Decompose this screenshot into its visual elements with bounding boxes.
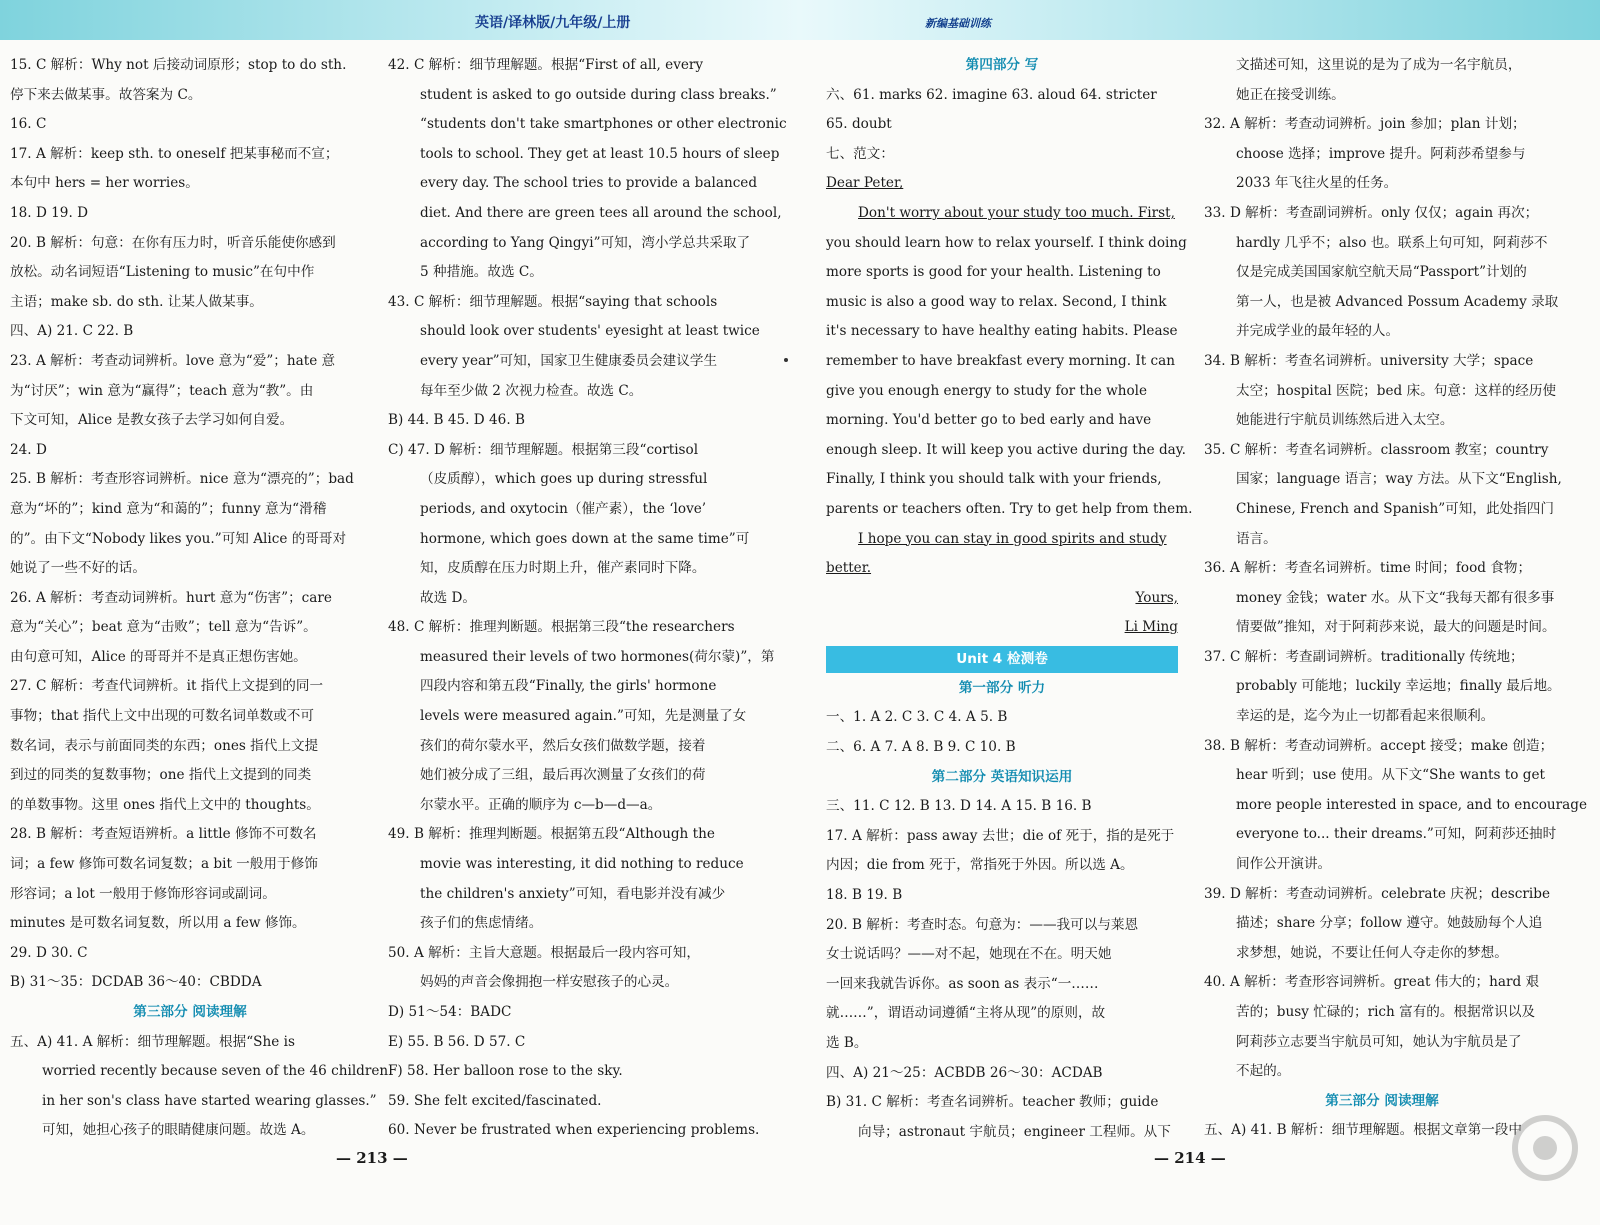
answer-line: 29. D 30. C — [10, 944, 88, 961]
answer-line: in her son's class have started wearing glasses.” — [42, 1092, 377, 1109]
answer-line: 间作公开演讲。 — [1236, 856, 1332, 873]
answer-line: everyone to... their dreams.”可知，阿莉莎还抽时 — [1236, 826, 1557, 843]
section-heading: 第四部分 写 — [965, 57, 1039, 73]
answer-line: 故选 D。 — [420, 589, 477, 606]
answer-line: diet. And there are green tees all around the school, — [420, 204, 782, 221]
answer-line: morning. You'd better go to bed early and have — [826, 412, 1152, 429]
answer-line: 阿莉莎立志要当宇航员可知，她认为宇航员是了 — [1236, 1033, 1522, 1050]
answer-line: 42. C 解析：细节理解题。根据“First of all, every — [388, 57, 704, 73]
answer-line: 为“讨厌”；win 意为“赢得”；teach 意为“教”。由 — [10, 382, 314, 399]
answer-line: 48. C 解析：推理判断题。根据第三段“the researchers — [388, 619, 735, 636]
answer-line: measured their levels of two hormones(荷尔蒙)”，第 — [420, 648, 775, 665]
answer-line: 孩子们的焦虑情绪。 — [420, 915, 543, 932]
answer-line: （皮质醇），which goes up during stressful — [420, 471, 708, 488]
answer-line: more people interested in space, and to encourage — [1236, 796, 1588, 813]
answer-line: remember to have breakfast every morning. It can — [826, 352, 1175, 369]
section-heading: 第三部分 阅读理解 — [1325, 1092, 1439, 1109]
answer-line: enough sleep. It will keep you active during the day. — [826, 441, 1186, 458]
answer-line: 20. B 解析：考查时态。句意为：——我可以与莱恩 — [826, 916, 1139, 933]
center-dot — [784, 358, 788, 362]
answer-line: give you enough energy to study for the whole — [826, 382, 1148, 399]
answer-line: 她能进行宇航员训练然后进入太空。 — [1236, 412, 1454, 429]
unit-banner: Unit 4 检测卷 — [826, 646, 1178, 673]
answer-line: Li Ming — [1124, 619, 1178, 636]
answer-line: 24. D — [10, 441, 47, 458]
answer-line: 25. B 解析：考查形容词辨析。nice 意为“漂亮的”；bad — [10, 471, 354, 488]
answer-line: 36. A 解析：考查名词辨析。time 时间；food 食物； — [1204, 560, 1532, 577]
answer-line: 5 种措施。故选 C。 — [420, 264, 543, 281]
answer-line: every year”可知，国家卫生健康委员会建议学生 — [420, 352, 718, 369]
answer-line: 她说了一些不好的话。 — [10, 560, 146, 577]
answer-line: 二、6. A 7. A 8. B 9. C 10. B — [826, 739, 1016, 756]
answer-line: B) 44. B 45. D 46. B — [388, 412, 525, 429]
answer-line: 38. B 解析：考查动词辨析。accept 接受；make 创造； — [1204, 737, 1554, 754]
answer-line: 35. C 解析：考查名词辨析。classroom 教室；country — [1204, 441, 1549, 458]
answer-line: 20. B 解析：句意：在你有压力时，听音乐能使你感到 — [10, 234, 336, 251]
answer-line: better. — [826, 560, 872, 577]
answer-line: Don't worry about your study too much. First, — [858, 204, 1175, 221]
answer-line: 知，皮质醇在压力时期上升，催产素同时下降。 — [420, 560, 706, 577]
answer-line: should look over students' eyesight at least twice — [420, 323, 760, 340]
answer-line: 34. B 解析：考查名词辨析。university 大学；space — [1204, 352, 1534, 369]
answer-line: hear 听到；use 使用。从下文“She wants to get — [1236, 767, 1545, 784]
answer-line: F) 58. Her balloon rose to the sky. — [388, 1063, 623, 1080]
answer-line: 国家；language 语言；way 方法。从下文“English, — [1236, 471, 1562, 488]
answer-line: 女士说话吗？——对不起，她现在不在。明天她 — [826, 946, 1112, 963]
answer-line: 五、A) 41. B 解析：细节理解题。根据文章第一段中 — [1204, 1122, 1522, 1139]
answer-line: 49. B 解析：推理判断题。根据第五段“Although the — [388, 826, 715, 843]
answer-line: parents or teachers often. Try to get help from them. — [826, 500, 1193, 517]
answer-line: 就……”，谓语动词遵循“主将从现”的原则，故 — [826, 1005, 1106, 1022]
answer-line: 并完成学业的最年轻的人。 — [1236, 323, 1400, 340]
answer-line: 尔蒙水平。正确的顺序为 c—b—d—a。 — [420, 796, 662, 813]
answer-line: 语言。 — [1236, 530, 1277, 547]
answer-line: 26. A 解析：考查动词辨析。hurt 意为“伤害”；care — [10, 589, 332, 606]
answer-line: 六、61. marks 62. imagine 63. aloud 64. stricter — [826, 86, 1157, 103]
answer-line: according to Yang Qingyi”可知，湾小学总共采取了 — [420, 234, 751, 251]
answer-line: 65. doubt — [826, 116, 892, 133]
answer-line: 三、11. C 12. B 13. D 14. A 15. B 16. B — [826, 798, 1092, 815]
answer-line: 一、1. A 2. C 3. C 4. A 5. B — [826, 709, 1008, 726]
answer-line: probably 可能地；luckily 幸运地；finally 最后地。 — [1236, 678, 1561, 695]
answer-line: worried recently because seven of the 46 children — [42, 1063, 389, 1080]
page-number-right: — 214 — — [1154, 1149, 1226, 1167]
answer-line: 她正在接受训练。 — [1236, 86, 1345, 103]
column-3 — [826, 51, 1193, 1147]
answer-line: 事物；that 指代上文中出现的可数名词单数或不可 — [10, 708, 314, 725]
answer-line: 23. A 解析：考查动词辨析。love 意为“爱”；hate 意 — [10, 352, 336, 369]
answer-line: 第一人，也是被 Advanced Possum Academy 录取 — [1236, 293, 1559, 310]
answer-line: periods, and oxytocin（催产素），the ‘love’ — [420, 500, 707, 517]
answer-line: 一回来我就告诉你。as soon as 表示“一…… — [826, 975, 1099, 992]
answer-line: 五、A) 41. A 解析：细节理解题。根据“She is — [10, 1033, 295, 1050]
answer-line: 不起的。 — [1236, 1063, 1291, 1080]
answer-line: 40. A 解析：考查形容词辨析。great 伟大的；hard 艰 — [1204, 974, 1540, 991]
answer-line: 33. D 解析：考查副词辨析。only 仅仅；again 再次； — [1204, 204, 1539, 221]
answer-line: 18. D 19. D — [10, 204, 88, 221]
answer-line: 39. D 解析：考查动词辨析。celebrate 庆祝；describe — [1204, 885, 1550, 902]
answer-line: 50. A 解析：主旨大意题。根据最后一段内容可知， — [388, 944, 700, 961]
answer-line: E) 55. B 56. D 57. C — [388, 1033, 526, 1050]
answer-line: 意为“坏的”；kind 意为“和蔼的”；funny 意为“滑稽 — [10, 500, 327, 517]
answer-line: 37. C 解析：考查副词辨析。traditionally 传统地； — [1204, 648, 1524, 665]
answer-line: movie was interesting, it did nothing to reduce — [420, 856, 744, 873]
answer-line: 本句中 hers = her worries。 — [10, 175, 199, 192]
header-bar — [0, 0, 1600, 40]
answer-line: 求梦想，她说，不要让任何人夺走你的梦想。 — [1236, 944, 1508, 961]
column-1 — [10, 51, 389, 1146]
answer-line: 的单数事物。这里 ones 指代上文中的 thoughts。 — [10, 796, 320, 813]
answer-line: 词；a few 修饰可数名词复数；a bit 一般用于修饰 — [10, 856, 318, 873]
answer-line: the children's anxiety”可知，看电影并没有减少 — [420, 885, 726, 902]
answer-line: 幸运的是，迄今为止一切都看起来很顺利。 — [1236, 708, 1495, 725]
page-number-left: — 213 — — [336, 1149, 408, 1167]
answer-line: 到过的同类的复数事物；one 指代上文提到的同类 — [10, 767, 312, 784]
answer-line: 59. She felt excited/fascinated. — [388, 1092, 602, 1109]
section-heading: 第一部分 听力 — [958, 679, 1046, 696]
watermark-logo — [1500, 1110, 1590, 1210]
section-heading: 第二部分 英语知识运用 — [931, 768, 1073, 785]
answer-line: 情要做”推知，对于阿莉莎来说，最大的问题是时间。 — [1236, 619, 1556, 636]
answer-line: I hope you can stay in good spirits and study — [858, 530, 1167, 547]
answer-line: 意为“关心”；beat 意为“击败”；tell 意为“告诉”。 — [10, 619, 317, 636]
answer-line: 2033 年飞往火星的任务。 — [1236, 175, 1398, 192]
answer-line: Yours, — [1135, 589, 1178, 606]
answer-line: it's necessary to have healthy eating habits. Please — [826, 323, 1178, 340]
answer-line: 四、A) 21. C 22. B — [10, 323, 134, 340]
answer-line: every day. The school tries to provide a balanced — [420, 175, 758, 192]
answer-line: 的”。由下文“Nobody likes you.”可知 Alice 的哥哥对 — [10, 530, 347, 547]
answer-line: 向导；astronaut 宇航员；engineer 工程师。从下 — [858, 1123, 1171, 1140]
header-brand: 新编基础训练 — [925, 17, 991, 30]
answer-line: hardly 几乎不；also 也。联系上句可知，阿莉莎不 — [1236, 234, 1548, 251]
answer-line: 七、范文： — [826, 145, 894, 162]
answer-line: 17. A 解析：pass away 去世；die of 死于，指的是死于 — [826, 827, 1175, 844]
answer-line: B) 31. C 解析：考查名词辨析。teacher 教师；guide — [826, 1094, 1159, 1111]
column-2 — [388, 51, 787, 1146]
answer-line: 内因；die from 死于，常指死于外因。所以选 A。 — [826, 857, 1134, 874]
answer-line: you should learn how to relax yourself. I think doing — [826, 234, 1187, 251]
answer-line: 仅是完成美国国家航空航天局“Passport”计划的 — [1236, 264, 1527, 281]
answer-line: 文描述可知，这里说的是为了成为一名宇航员， — [1236, 57, 1522, 73]
answer-line: 每年至少做 2 次视力检查。故选 C。 — [420, 382, 643, 399]
answer-line: 数名词，表示与前面同类的东西；ones 指代上文提 — [10, 737, 319, 754]
answer-line: 43. C 解析：细节理解题。根据“saying that schools — [388, 293, 718, 310]
answer-line: Dear Peter, — [826, 175, 904, 192]
answer-line: 放松。动名词短语“Listening to music”在句中作 — [10, 264, 315, 281]
answer-line: Finally, I think you should talk with your friends, — [826, 471, 1162, 488]
answer-line: 四段内容和第五段“Finally, the girls' hormone — [420, 678, 717, 695]
answer-line: 选 B。 — [826, 1035, 868, 1051]
answer-line: 17. A 解析：keep sth. to oneself 把某事秘而不宣； — [10, 145, 339, 162]
answer-line: Chinese, French and Spanish”可知，此处指四门 — [1236, 500, 1554, 517]
answer-line: tools to school. They get at least 10.5 hours of sleep — [420, 145, 780, 162]
answer-line: 16. C — [10, 116, 47, 133]
answer-line: 停下来去做某事。故答案为 C。 — [10, 86, 202, 103]
answer-line: 27. C 解析：考查代词辨析。it 指代上文提到的同一 — [10, 678, 324, 695]
answer-line: 下文可知，Alice 是教女孩子去学习如何自爱。 — [10, 412, 294, 429]
answer-line: 可知，她担心孩子的眼睛健康问题。故选 A。 — [42, 1122, 315, 1139]
answer-line: levels were measured again.”可知，先是测量了女 — [420, 708, 747, 725]
answer-line: 妈妈的声音会像拥抱一样安慰孩子的心灵。 — [420, 974, 679, 991]
answer-line: 60. Never be frustrated when experiencing problems. — [388, 1122, 760, 1139]
answer-line: music is also a good way to relax. Second, I think — [826, 293, 1167, 310]
answer-line: minutes 是可数名词复数，所以用 a few 修饰。 — [10, 915, 306, 932]
answer-line: C) 47. D 解析：细节理解题。根据第三段“cortisol — [388, 441, 699, 458]
answer-line: student is asked to go outside during class breaks.” — [420, 86, 777, 103]
answer-line: “students don't take smartphones or other electronic — [420, 116, 787, 133]
answer-line: hormone, which goes down at the same time”可 — [420, 530, 750, 547]
answer-line: choose 选择；improve 提升。阿莉莎希望参与 — [1236, 145, 1526, 162]
answer-line: 太空；hospital 医院；bed 床。句意：这样的经历使 — [1236, 382, 1557, 399]
answer-line: 她们被分成了三组，最后再次测量了女孩们的荷 — [420, 767, 706, 784]
answer-line: 15. C 解析：Why not 后接动词原形；stop to do sth. — [10, 57, 347, 73]
answer-line: D) 51～54：BADC — [388, 1004, 512, 1020]
header-title: 英语/译林版/九年级/上册 — [475, 15, 631, 31]
answer-line: B) 31～35：DCDAB 36～40：CBDDA — [10, 974, 262, 991]
section-heading: 第三部分 阅读理解 — [133, 1004, 247, 1020]
answer-line: 四、A) 21～25：ACBDB 26～30：ACDAB — [826, 1064, 1103, 1081]
answer-line: 描述；share 分享；follow 遵守。她鼓励每个人追 — [1236, 915, 1543, 932]
answer-line: 32. A 解析：考查动词辨析。join 参加；plan 计划； — [1204, 116, 1526, 133]
answer-line: 形容词；a lot 一般用于修饰形容词或副词。 — [10, 885, 276, 902]
answer-line: more sports is good for your health. Listening to — [826, 264, 1161, 281]
answer-line: 孩们的荷尔蒙水平，然后女孩们做数学题，接着 — [420, 737, 706, 754]
answer-line: money 金钱；water 水。从下文“我每天都有很多事 — [1236, 589, 1555, 606]
column-4 — [1204, 51, 1588, 1146]
answer-line: 28. B 解析：考查短语辨析。a little 修饰不可数名 — [10, 826, 317, 843]
answer-line: 18. B 19. B — [826, 887, 903, 904]
answer-line: 苦的；busy 忙碌的；rich 富有的。根据常识以及 — [1236, 1004, 1536, 1020]
answer-line: 主语；make sb. do sth. 让某人做某事。 — [10, 293, 263, 310]
answer-line: 由句意可知，Alice 的哥哥并不是真正想伤害她。 — [10, 648, 307, 665]
